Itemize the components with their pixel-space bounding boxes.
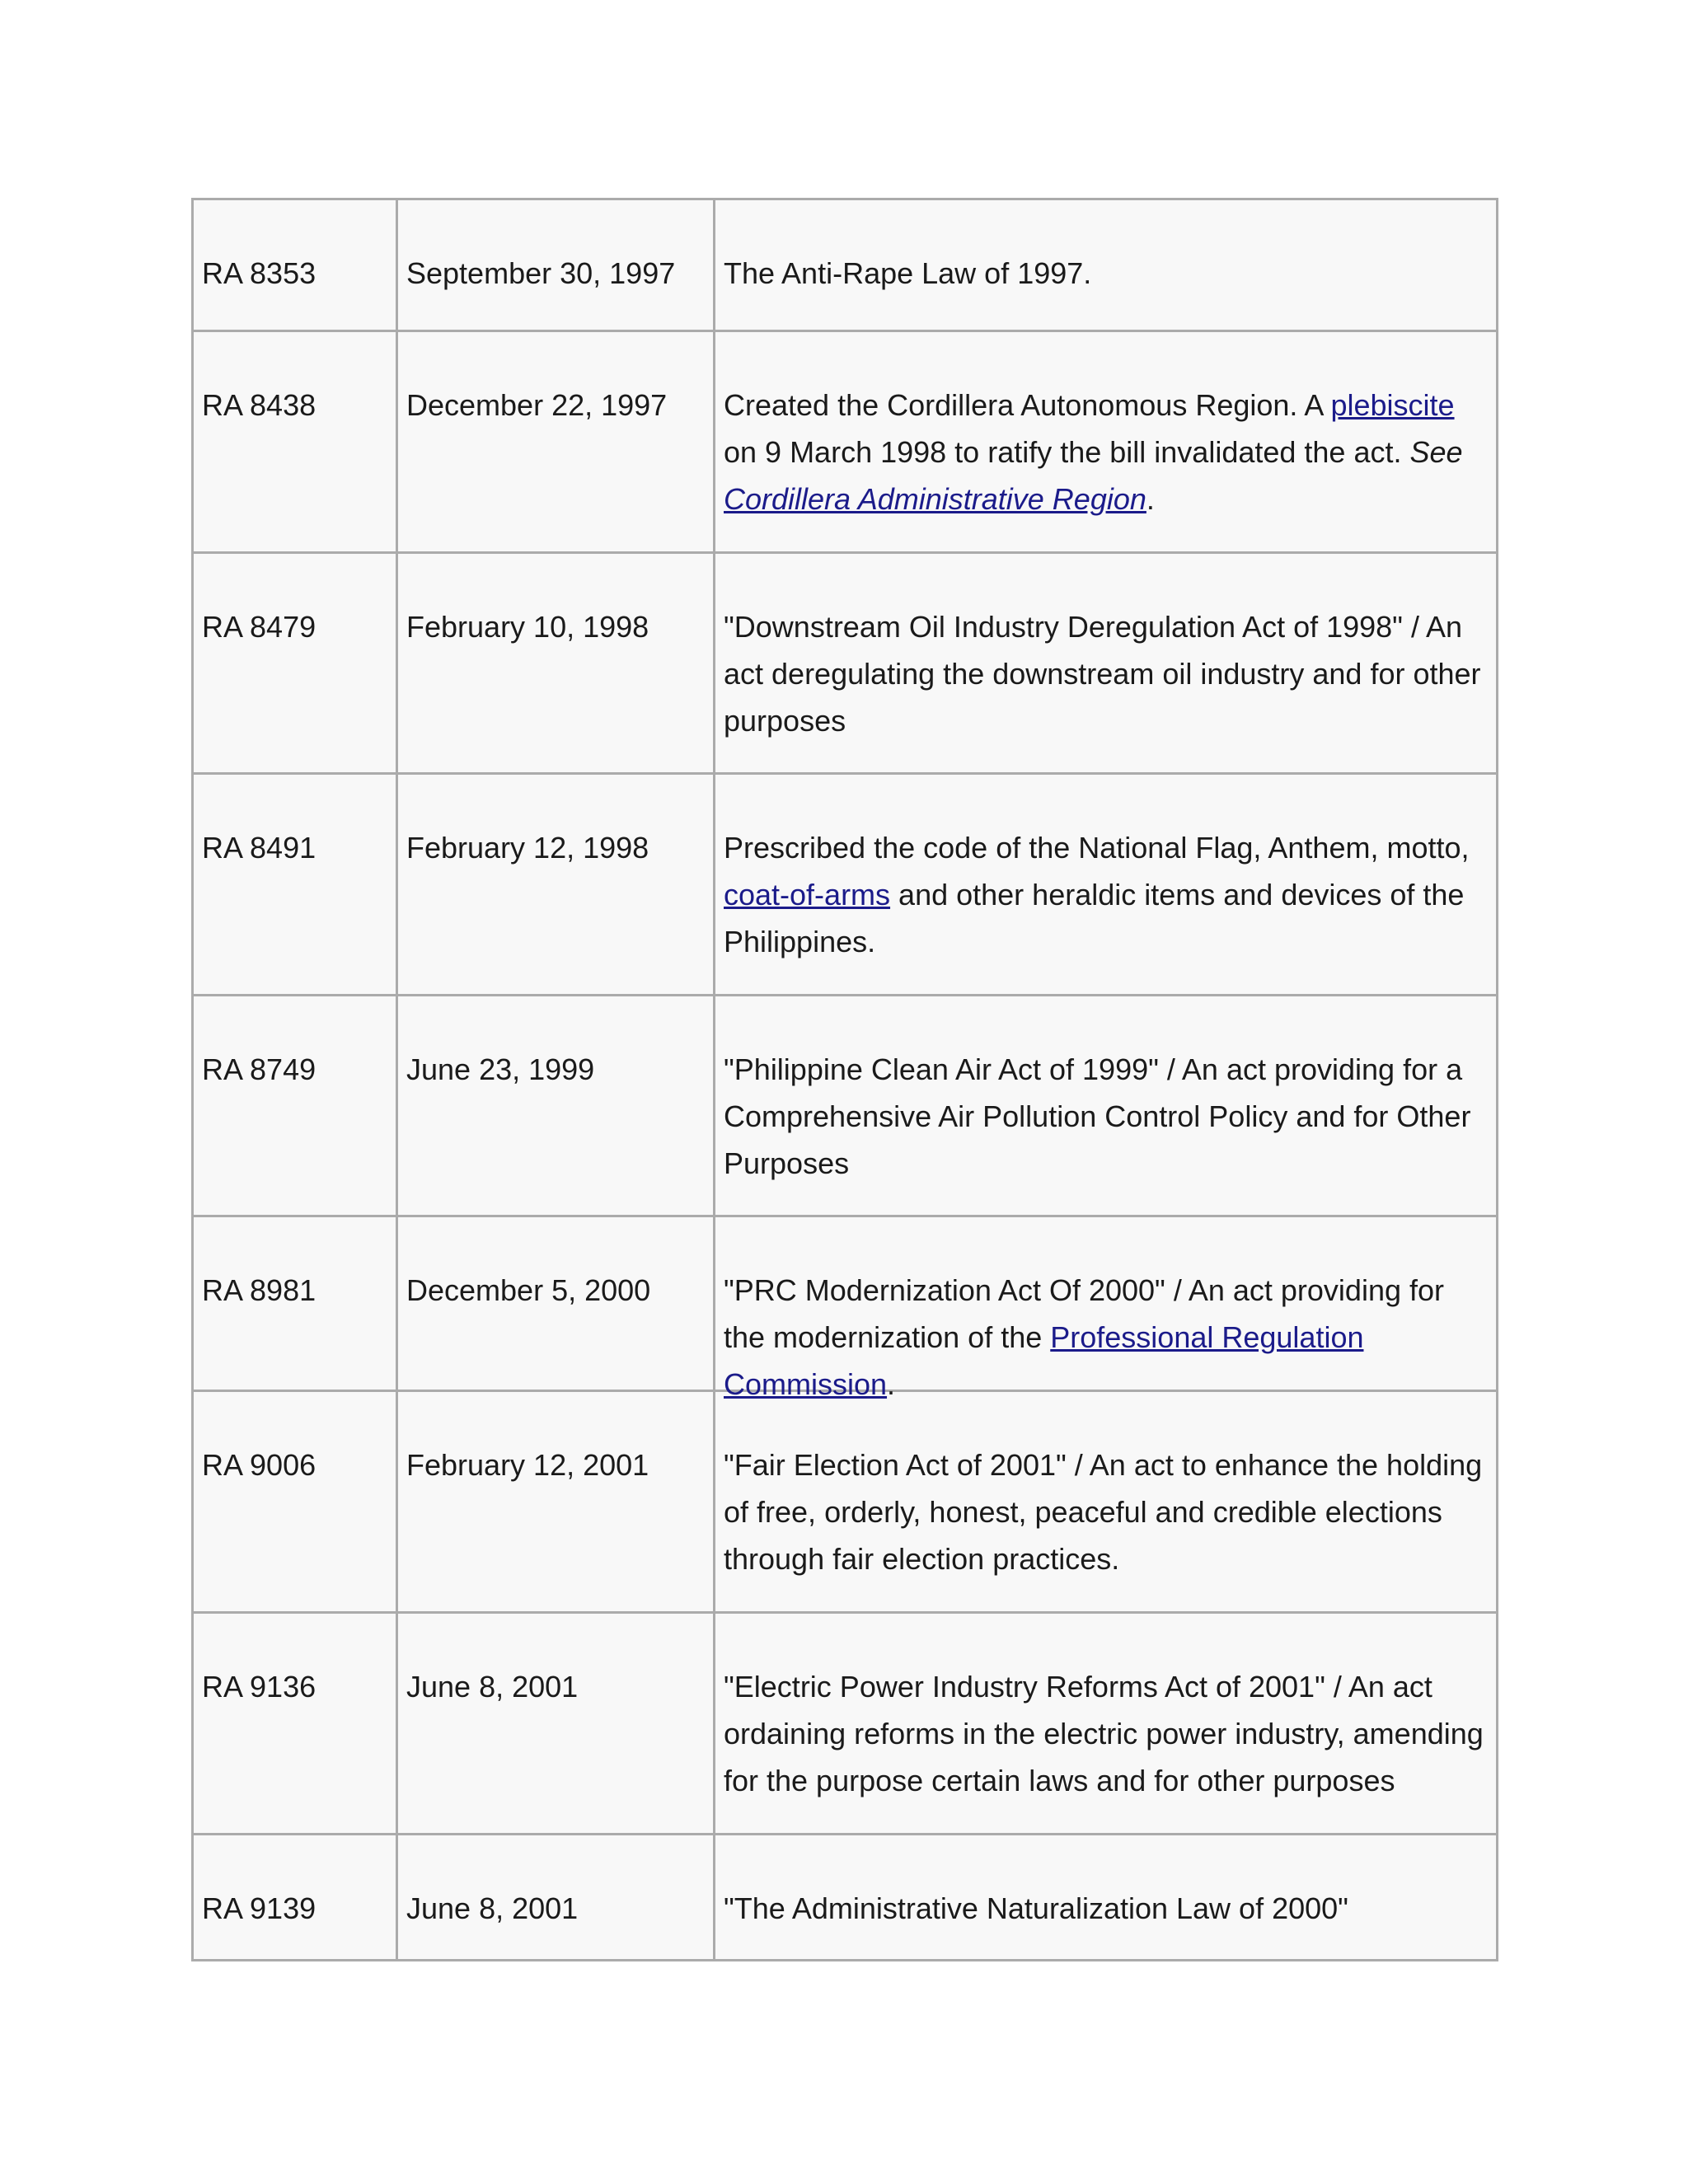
republic-acts-table bbox=[191, 198, 1498, 1961]
description-text: "Electric Power Industry Reforms Act of 2001" / An act ordaining reforms in the electric power industry, amending for the purpose certain laws and for other purposes bbox=[724, 1670, 1484, 1797]
act-date: February 10, 1998 bbox=[398, 554, 715, 772]
table-row bbox=[194, 1390, 1496, 1611]
table-row bbox=[194, 330, 1496, 551]
act-description bbox=[715, 554, 1496, 772]
table-row bbox=[194, 1215, 1496, 1401]
table-row bbox=[194, 1833, 1496, 1959]
act-date: February 12, 2001 bbox=[398, 1392, 715, 1611]
act-date: February 12, 1998 bbox=[398, 775, 715, 994]
coat-of-arms-link[interactable]: coat-of-arms bbox=[724, 878, 891, 912]
act-number: RA 9006 bbox=[194, 1392, 398, 1611]
table-row bbox=[194, 551, 1496, 772]
see-label: See bbox=[1409, 435, 1463, 469]
act-date: June 8, 2001 bbox=[398, 1835, 715, 1959]
table-row bbox=[194, 772, 1496, 994]
description-text: "PRC Modernization Act Of 2000" / An act providing for the modernization of the bbox=[724, 1273, 1445, 1354]
act-date: September 30, 1997 bbox=[398, 200, 715, 330]
act-date: December 5, 2000 bbox=[398, 1217, 715, 1390]
description-text: "Fair Election Act of 2001" / An act to enhance the holding of free, orderly, honest, peaceful and credible elections through fair election practices. bbox=[724, 1448, 1483, 1576]
professional-regulation-commission-link[interactable]: Professional Regulation Commission bbox=[724, 1320, 1364, 1401]
act-date: December 22, 1997 bbox=[398, 332, 715, 551]
act-number: RA 9139 bbox=[194, 1835, 398, 1959]
description-text: on 9 March 1998 to ratify the bill invalidated the act. bbox=[724, 435, 1410, 469]
cordillera-administrative-region-link[interactable]: Cordillera Administrative Region bbox=[724, 482, 1146, 516]
description-text: "Philippine Clean Air Act of 1999" / An act providing for a Comprehensive Air Pollution Control Policy and for Other Purposes bbox=[724, 1052, 1471, 1180]
description-text: The Anti-Rape Law of 1997. bbox=[724, 256, 1092, 290]
act-number: RA 8491 bbox=[194, 775, 398, 994]
act-description bbox=[715, 200, 1496, 330]
act-number: RA 8479 bbox=[194, 554, 398, 772]
description-text: Created the Cordillera Autonomous Region. A bbox=[724, 388, 1331, 422]
act-number: RA 8749 bbox=[194, 996, 398, 1215]
description-text: . bbox=[1146, 482, 1155, 516]
act-description bbox=[715, 996, 1496, 1215]
description-text: Prescribed the code of the National Flag, Anthem, motto, bbox=[724, 831, 1470, 865]
act-description bbox=[715, 332, 1496, 551]
table-row bbox=[194, 994, 1496, 1215]
act-date: June 8, 2001 bbox=[398, 1614, 715, 1833]
act-description bbox=[715, 1217, 1496, 1401]
act-number: RA 8981 bbox=[194, 1217, 398, 1390]
description-text: "The Administrative Naturalization Law of 2000" bbox=[724, 1891, 1348, 1925]
act-description bbox=[715, 1835, 1496, 1959]
act-description bbox=[715, 1614, 1496, 1833]
description-text: "Downstream Oil Industry Deregulation Act of 1998" / An act deregulating the downstream oil industry and for other purposes bbox=[724, 610, 1481, 738]
description-text: . bbox=[887, 1367, 896, 1401]
act-number: RA 8438 bbox=[194, 332, 398, 551]
act-number: RA 9136 bbox=[194, 1614, 398, 1833]
act-description bbox=[715, 1392, 1496, 1611]
plebiscite-link[interactable]: plebiscite bbox=[1330, 388, 1455, 422]
act-date: June 23, 1999 bbox=[398, 996, 715, 1215]
description-text: and other heraldic items and devices of the Philippines. bbox=[724, 878, 1465, 958]
table-row bbox=[194, 1611, 1496, 1833]
act-description bbox=[715, 775, 1496, 994]
act-number: RA 8353 bbox=[194, 200, 398, 330]
table-row bbox=[194, 200, 1496, 330]
